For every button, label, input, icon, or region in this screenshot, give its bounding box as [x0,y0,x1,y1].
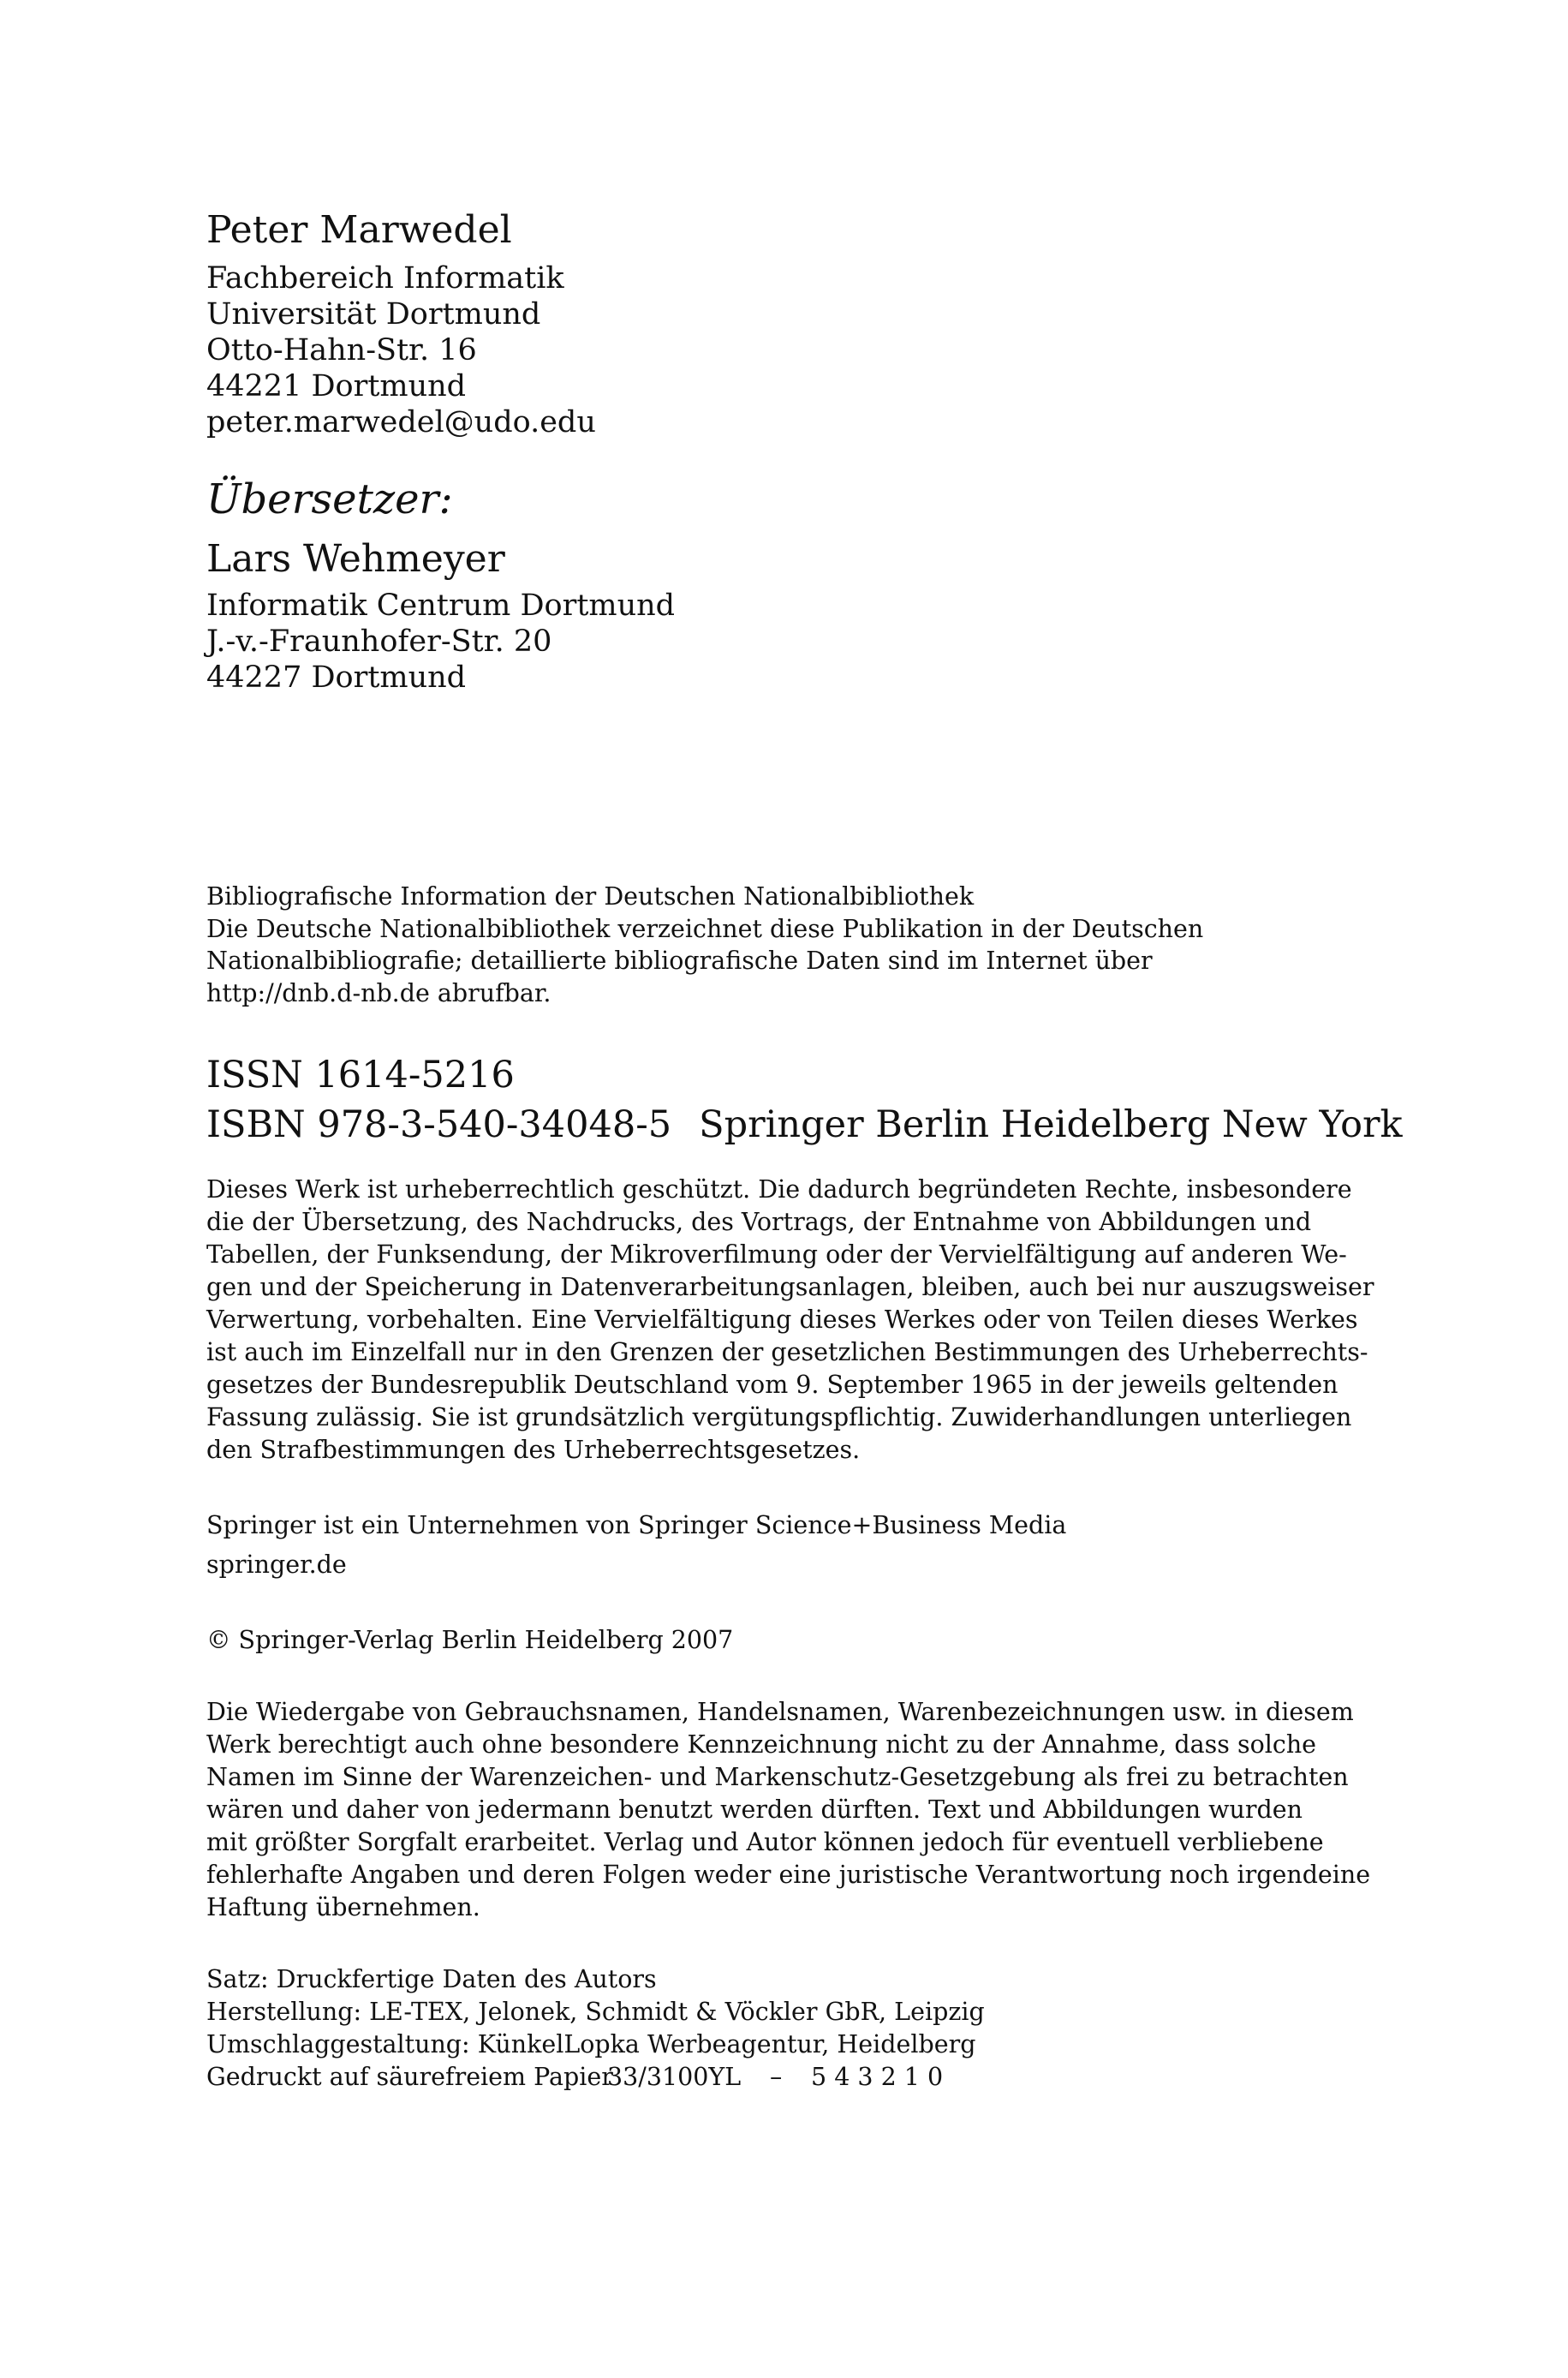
publisher-line: Springer Berlin Heidelberg New York [699,1103,1403,1146]
notice-line: den Strafbestimmungen des Urheberrechtsgesetzes. [206,1436,861,1464]
trademark-line: Werk berechtigt auch ohne besondere Kennzeichnung nicht zu der Annahme, dass solche [206,1730,1317,1759]
notice-line: Verwertung, vorbehalten. Eine Vervielfältigung dieses Werkes oder von Teilen dieses Werkes [206,1306,1358,1334]
bibliographic-heading: Bibliografische Information der Deutschen Nationalbibliothek [206,882,975,911]
notice-line: Dieses Werk ist urheberrechtlich geschützt. Die dadurch begründeten Rechte, insbesondere [206,1175,1352,1204]
production-info [206,1963,1397,2094]
copyright-line: © Springer-Verlag Berlin Heidelberg 2007 [206,1626,734,1654]
notice-line: gen und der Speicherung in Datenverarbeitungsanlagen, bleiben, auch bei nur auszugsweiser [206,1273,1374,1301]
author-department: Fachbereich Informatik [206,261,564,296]
translator-street: J.-v.-Fraunhofer-Str. 20 [206,624,552,659]
typesetting-line: Satz: Druckfertige Daten des Autors [206,1965,657,1993]
isbn-line [206,1100,1403,1150]
trademark-line: mit größter Sorgfalt erarbeitet. Verlag und Autor können jedoch für eventuell verbliebene [206,1828,1324,1856]
translator-label: Übersetzer: [206,475,453,523]
notice-line: Fassung zulässig. Sie ist grundsätzlich vergütungspflichtig. Zuwiderhandlungen unterliegen [206,1403,1352,1431]
copyright-notice [206,1174,1374,1467]
author-university: Universität Dortmund [206,297,541,332]
bibliographic-link: http://dnb.d-nb.de abrufbar. [206,978,551,1007]
cover-design-line: Umschlaggestaltung: KünkelLopka Werbeagentur, Heidelberg [206,2030,976,2058]
trademark-line: Haftung übernehmen. [206,1893,480,1921]
bibliographic-line: Die Deutsche Nationalbibliothek verzeichnet diese Publikation in der Deutschen [206,914,1204,943]
author-email: peter.marwedel@udo.edu [206,405,596,439]
bibliographic-block [206,881,1397,1009]
translator-name: Lars Wehmeyer [206,537,505,581]
issn: ISSN 1614-5216 [206,1054,515,1096]
springer-info [206,1509,1397,1580]
notice-line: Tabellen, der Funksendung, der Mikroverfilmung oder der Vervielfältigung auf anderen We- [206,1240,1347,1269]
notice-line: die der Übersetzung, des Nachdrucks, des Vortrags, der Entnahme von Abbildungen und [206,1208,1312,1236]
print-separator: – [770,2063,783,2091]
print-line [206,2061,1397,2094]
bibliographic-line: Nationalbibliografie; detaillierte bibliografische Daten sind im Internet über [206,947,1153,975]
trademark-line: Die Wiedergabe von Gebrauchsnamen, Handelsnamen, Warenbezeichnungen usw. in diesem [206,1698,1354,1726]
translator-city: 44227 Dortmund [206,660,467,695]
author-block [206,204,1397,440]
manufacturing-line: Herstellung: LE-TEX, Jelonek, Schmidt & Vöckler GbR, Leipzig [206,1998,985,2026]
notice-line: gesetzes der Bundesrepublik Deutschland vom 9. September 1965 in der jeweils geltenden [206,1371,1338,1399]
trademark-notice [206,1696,1371,1924]
author-street: Otto-Hahn-Str. 16 [206,333,477,367]
print-note: Gedruckt auf säurefreiem Papier [206,2063,613,2091]
springer-company-line: Springer ist ein Unternehmen von Springer Science+Business Media [206,1511,1067,1539]
trademark-line: Namen im Sinne der Warenzeichen- und Markenschutz-Gesetzgebung als frei zu betrachten [206,1763,1349,1791]
print-run: 5 4 3 2 1 0 [811,2063,944,2091]
notice-line: ist auch im Einzelfall nur in den Grenzen der gesetzlichen Bestimmungen des Urheberrechts- [206,1338,1368,1366]
trademark-line: fehlerhafte Angaben und deren Folgen weder eine juristische Verantwortung noch irgendeine [206,1861,1371,1889]
isbn: ISBN 978-3-540-34048-5 [206,1103,672,1146]
identifiers-block [206,1050,1403,1150]
translator-institute: Informatik Centrum Dortmund [206,589,676,623]
trademark-line: wären und daher von jedermann benutzt werden dürften. Text und Abbildungen wurden [206,1795,1303,1824]
copyright-line-block [206,1624,1397,1657]
print-code: 33/3100YL [607,2063,742,2091]
author-city: 44221 Dortmund [206,369,467,403]
author-name: Peter Marwedel [206,208,512,252]
translator-block [206,473,1397,696]
springer-website: springer.de [206,1550,347,1579]
